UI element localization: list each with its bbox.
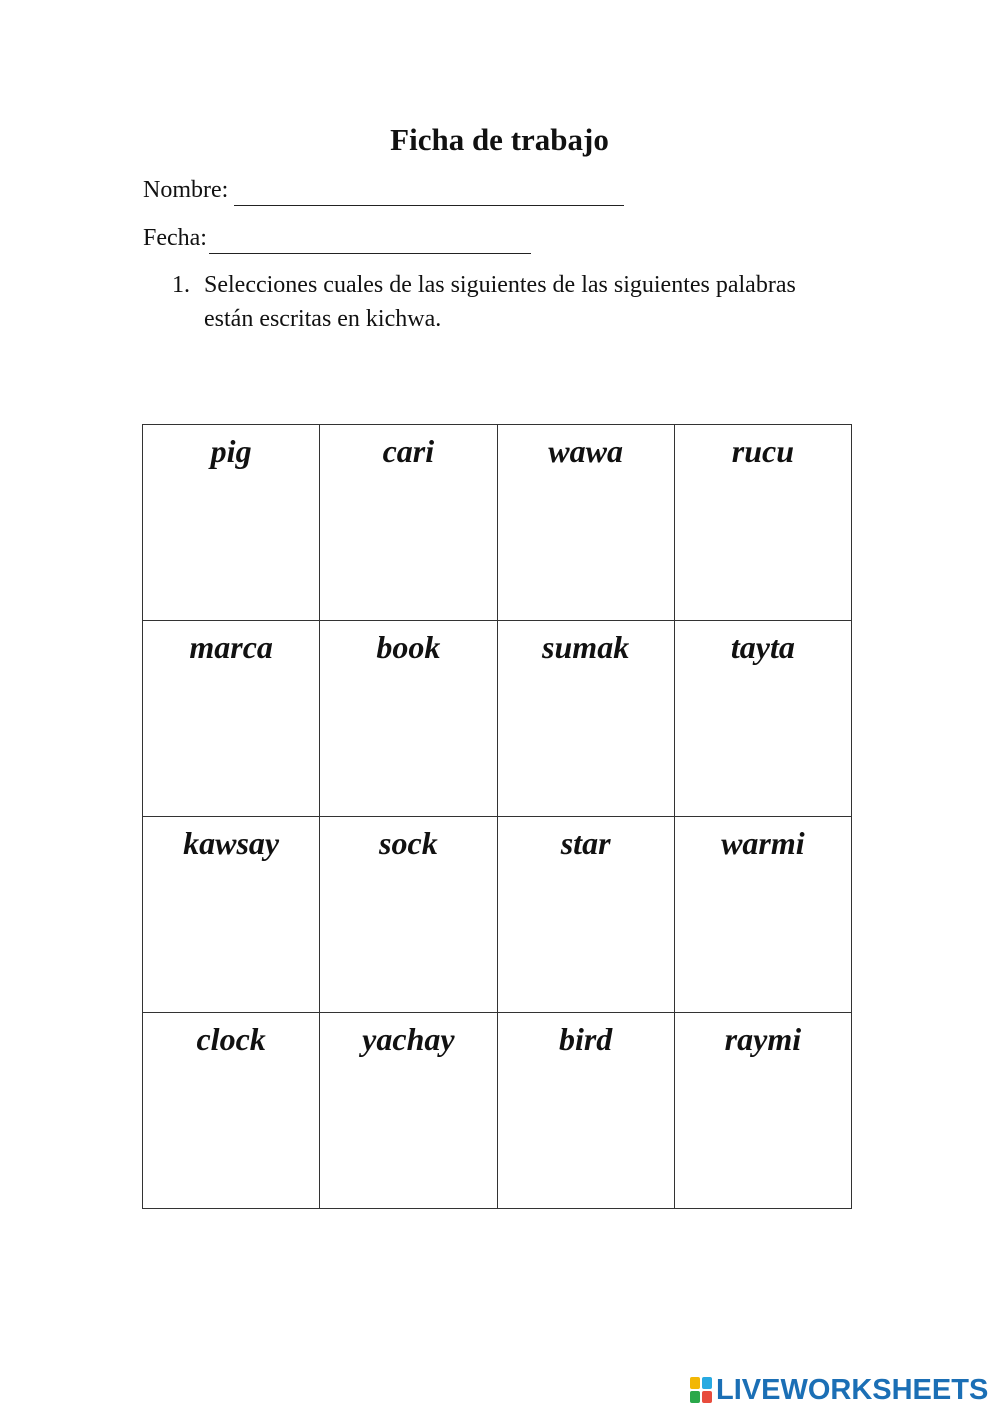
word-cell[interactable]: [320, 817, 497, 1013]
word-cell[interactable]: [674, 1013, 851, 1209]
word-grid-row: [143, 621, 852, 817]
word-text: clock: [196, 1021, 266, 1057]
instruction-item: [172, 268, 812, 336]
word-cell[interactable]: [320, 1013, 497, 1209]
word-text: sumak: [542, 629, 630, 665]
word-cell[interactable]: [143, 1013, 320, 1209]
word-cell[interactable]: [497, 1013, 674, 1209]
word-text: pig: [210, 433, 252, 469]
word-text: raymi: [724, 1021, 802, 1057]
word-cell[interactable]: [497, 425, 674, 621]
instruction-text: Selecciones cuales de las siguientes de las siguientes palabras están escritas en kichwa.: [204, 272, 796, 332]
word-grid: [142, 424, 852, 1209]
word-grid-row: [143, 425, 852, 621]
word-cell[interactable]: [320, 621, 497, 817]
word-text: tayta: [730, 629, 795, 665]
word-text: marca: [189, 629, 273, 665]
date-blank-line[interactable]: [209, 227, 531, 254]
date-field-row: [143, 222, 531, 254]
word-text: rucu: [731, 433, 794, 469]
word-cell[interactable]: [143, 425, 320, 621]
word-cell[interactable]: [497, 621, 674, 817]
liveworksheets-logo-icon: [690, 1377, 712, 1403]
word-grid-row: [143, 1013, 852, 1209]
liveworksheets-logo: [690, 1374, 988, 1406]
worksheet-title: Ficha de trabajo: [390, 122, 609, 157]
word-cell[interactable]: [143, 621, 320, 817]
liveworksheets-logo-text: LIVEWORKSHEETS: [716, 1374, 989, 1406]
word-cell[interactable]: [143, 817, 320, 1013]
word-text: kawsay: [183, 825, 280, 861]
word-cell[interactable]: [674, 621, 851, 817]
name-blank-line[interactable]: [234, 179, 624, 206]
word-cell[interactable]: [497, 817, 674, 1013]
word-cell[interactable]: [674, 817, 851, 1013]
word-text: yachay: [362, 1021, 455, 1057]
word-text: cari: [382, 433, 435, 469]
word-text: sock: [379, 825, 438, 861]
word-cell[interactable]: [674, 425, 851, 621]
word-text: warmi: [721, 825, 805, 861]
word-text: wawa: [548, 433, 623, 469]
word-text: star: [560, 825, 611, 861]
word-text: bird: [558, 1021, 613, 1057]
word-cell[interactable]: [320, 425, 497, 621]
name-field-row: [143, 174, 624, 206]
date-label: Fecha:: [143, 225, 207, 251]
name-label: Nombre:: [143, 177, 229, 203]
instruction-number: 1.: [172, 272, 190, 298]
word-text: book: [376, 629, 441, 665]
word-grid-row: [143, 817, 852, 1013]
